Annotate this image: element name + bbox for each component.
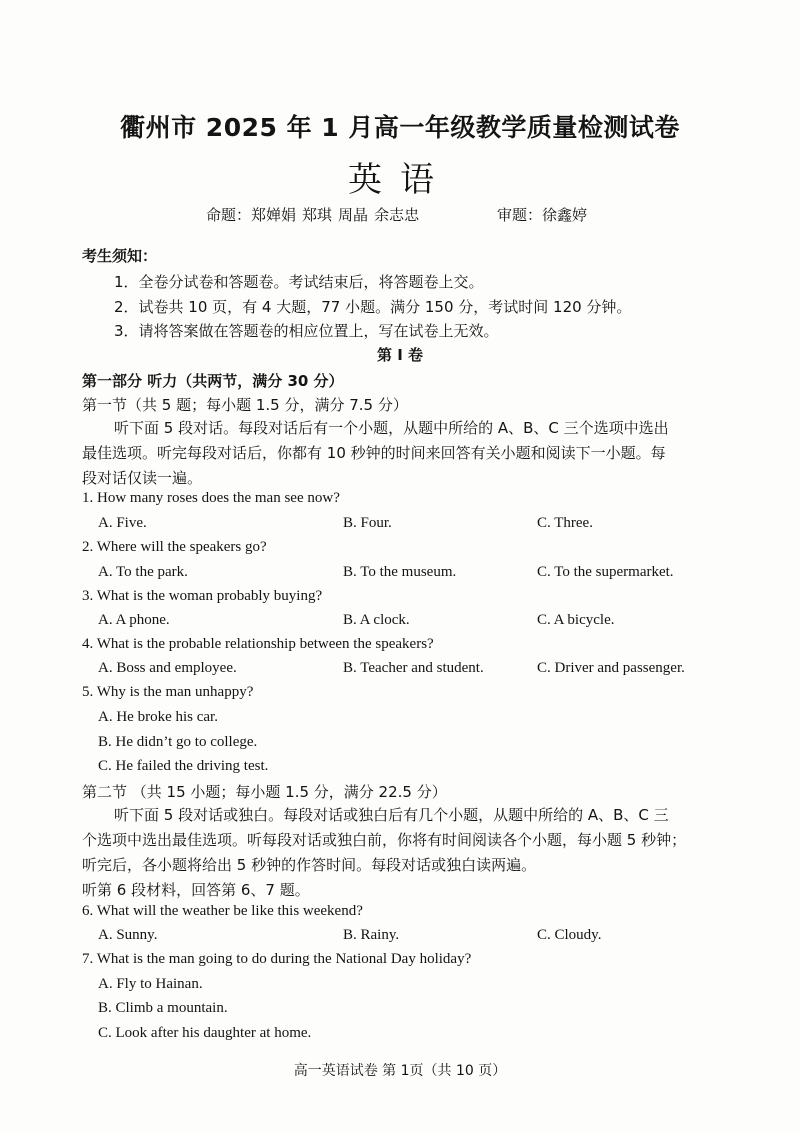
- section1-instructions: [82, 416, 722, 491]
- reviewer-name: 徐鑫婷: [542, 206, 588, 224]
- option-b: B. To the museum.: [343, 564, 457, 580]
- exam-title: 衢州市 2025 年 1 月高一年级教学质量检测试卷: [120, 113, 680, 142]
- notice-item: 2．试卷共 10 页，有 4 大题，77 小题。满分 150 分，考试时间 120 分钟。: [114, 298, 632, 316]
- option-a: A. He broke his car.: [98, 709, 218, 725]
- reviewer-label: 审题：: [497, 206, 543, 224]
- author-name: 郑婵娟: [251, 206, 297, 224]
- question-stem: 5. Why is the man unhappy?: [82, 684, 254, 700]
- question-stem: 6. What will the weather be like this weekend?: [82, 903, 363, 919]
- option-b: B. Four.: [343, 515, 392, 531]
- notice-title: 考生须知：: [82, 247, 158, 265]
- author-name: 余志忠: [374, 206, 420, 224]
- question-stem: 1. How many roses does the man see now?: [82, 490, 340, 506]
- notice-item: 1．全卷分试卷和答题卷。考试结束后，将答题卷上交。: [114, 273, 484, 291]
- question-stem: 2. Where will the speakers go?: [82, 539, 267, 555]
- instruction-line: 听下面 5 段对话。每段对话后有一个小题，从题中所给的 A、B、C 三个选项中选出: [114, 419, 669, 437]
- instruction-line: 听下面 5 段对话或独白。每段对话或独白后有几个小题，从题中所给的 A、B、C 三: [114, 806, 669, 824]
- option-b: B. Rainy.: [343, 927, 400, 943]
- section1-heading: 第一节（共 5 题；每小题 1.5 分，满分 7.5 分）: [82, 396, 408, 414]
- option-c: C. Three.: [537, 515, 593, 531]
- question-stem: 3. What is the woman probably buying?: [82, 588, 323, 604]
- instruction-line: 个选项中选出最佳选项。听每段对话或独白前，你将有时间阅读各个小题，每小题 5 秒钟；: [82, 831, 687, 849]
- subject-title: 英语: [348, 160, 452, 200]
- option-a: A. To the park.: [98, 564, 188, 580]
- option-c: C. Look after his daughter at home.: [98, 1025, 312, 1041]
- author-name: 周晶: [338, 206, 369, 224]
- author-name: 郑琪: [302, 206, 333, 224]
- option-b: B. He didn’t go to college.: [98, 734, 258, 750]
- option-c: C. To the supermarket.: [537, 564, 674, 580]
- option-c: C. He failed the driving test.: [98, 758, 269, 774]
- option-b: B. A clock.: [343, 612, 410, 628]
- instruction-line: 听完后，各小题将给出 5 秒钟的作答时间。每段对话或独白读两遍。: [82, 856, 537, 874]
- authors-line: [206, 204, 425, 225]
- option-a: A. Fly to Hainan.: [98, 976, 203, 992]
- question-stem: 4. What is the probable relationship between the speakers?: [82, 636, 434, 652]
- reviewer-line: [497, 204, 587, 225]
- section2-instructions: [82, 803, 722, 878]
- option-b: B. Climb a mountain.: [98, 1000, 228, 1016]
- instruction-line: 段对话仅读一遍。: [82, 469, 203, 487]
- volume-heading: 第 I 卷: [376, 346, 424, 364]
- option-a: A. Five.: [98, 515, 147, 531]
- instruction-line: 最佳选项。听完每段对话后，你都有 10 秒钟的时间来回答有关小题和阅读下一小题。每: [82, 444, 666, 462]
- option-a: A. Sunny.: [98, 927, 158, 943]
- section2-heading: 第二节 （共 15 小题；每小题 1.5 分，满分 22.5 分）: [82, 783, 447, 801]
- option-c: C. Cloudy.: [537, 927, 602, 943]
- notice-item: 3．请将答案做在答题卷的相应位置上，写在试卷上无效。: [114, 322, 499, 340]
- option-c: C. Driver and passenger.: [537, 660, 685, 676]
- authors-label: 命题：: [206, 206, 252, 224]
- question-stem: 7. What is the man going to do during the National Day holiday?: [82, 951, 472, 967]
- option-c: C. A bicycle.: [537, 612, 615, 628]
- option-a: A. A phone.: [98, 612, 170, 628]
- option-a: A. Boss and employee.: [98, 660, 237, 676]
- material-note: 听第 6 段材料，回答第 6、7 题。: [82, 881, 310, 899]
- part-heading: 第一部分 听力（共两节，满分 30 分）: [82, 372, 344, 390]
- option-b: B. Teacher and student.: [343, 660, 484, 676]
- page-footer: 高一英语试卷 第 1页（共 10 页）: [293, 1063, 507, 1079]
